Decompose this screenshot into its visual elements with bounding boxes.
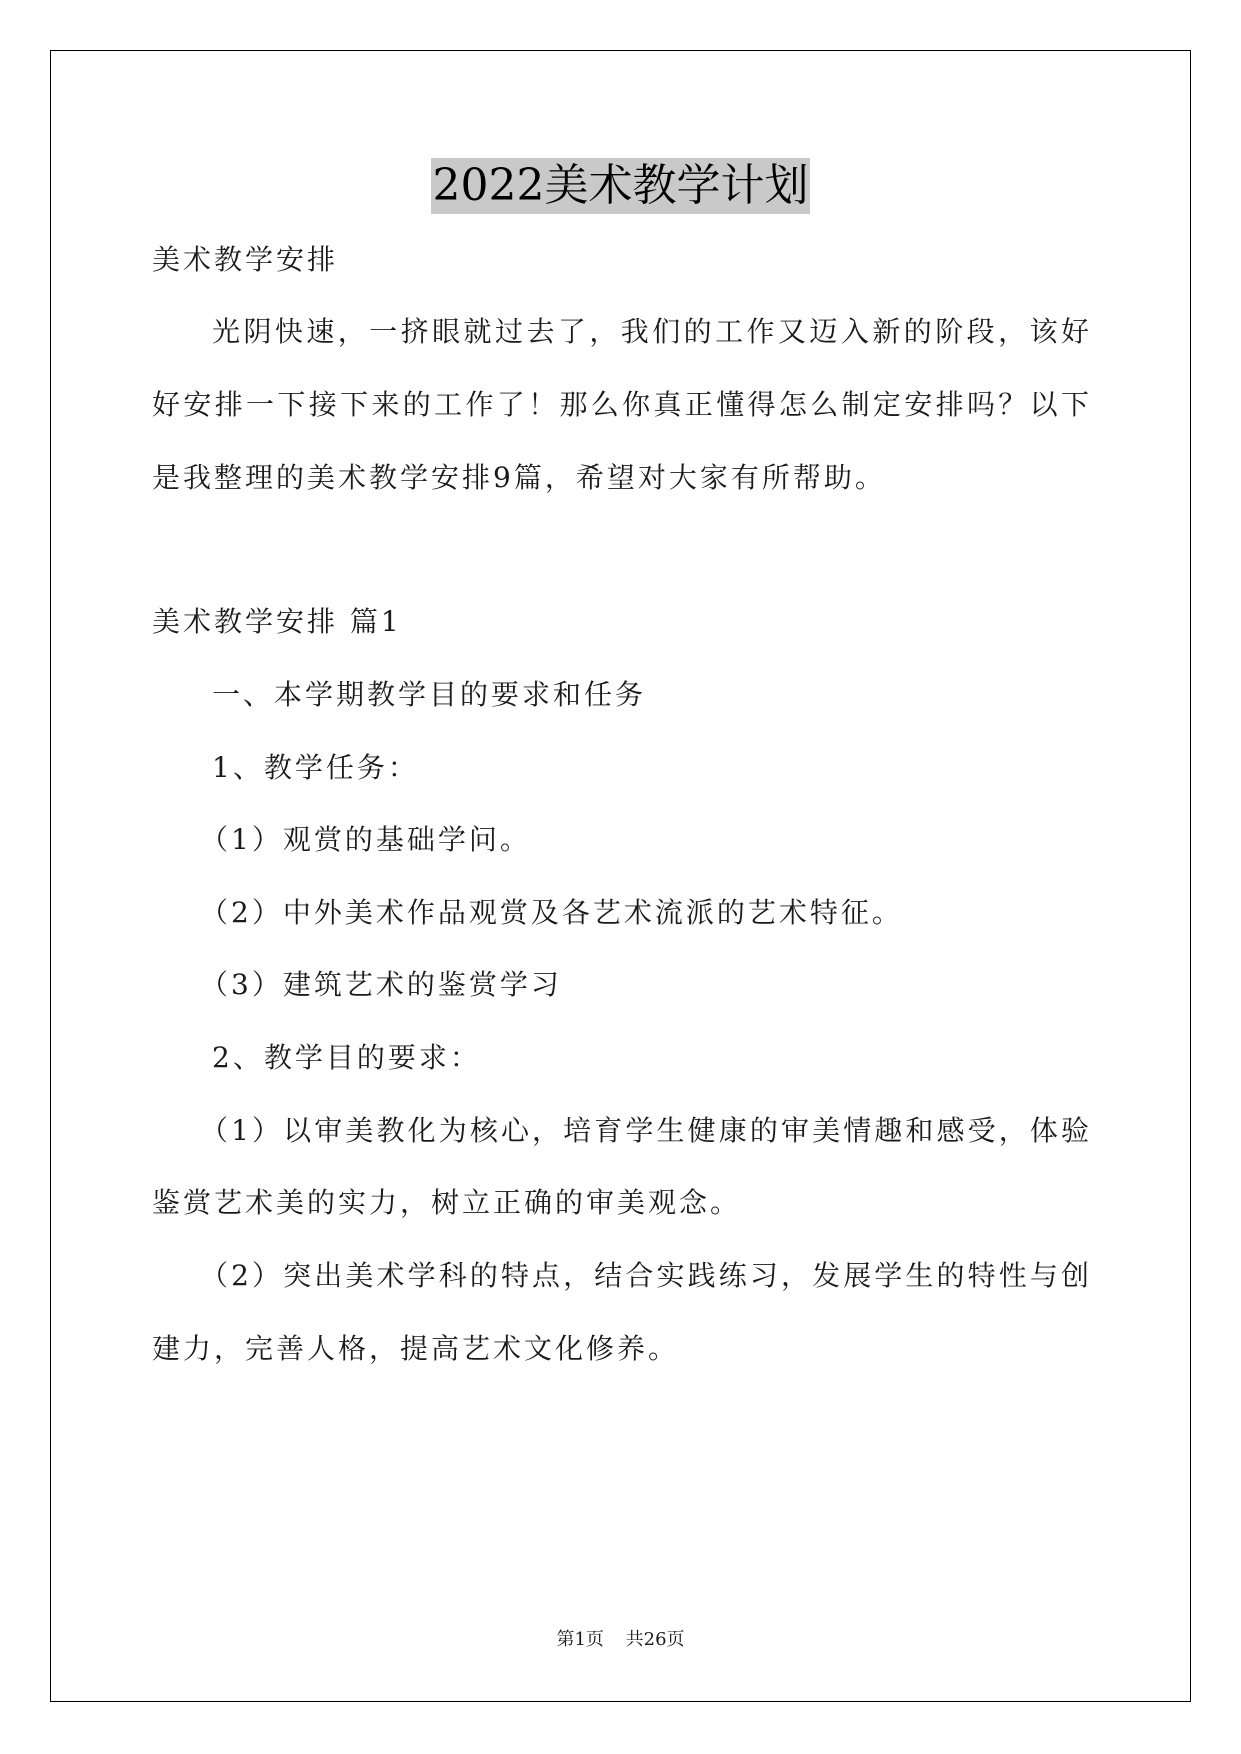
list-item: 2、教学目的要求： <box>212 1041 481 1074</box>
page-number: 第1页 <box>556 1629 604 1650</box>
title-container <box>0 158 1241 214</box>
paragraph-line: 鉴赏艺术美的实力，树立正确的审美观念。 <box>152 1186 742 1219</box>
paragraph-line: 好安排一下接下来的工作了！那么你真正懂得怎么制定安排吗？以下 <box>152 388 1092 421</box>
list-item: （3）建筑艺术的鉴赏学习 <box>200 968 562 1001</box>
paragraph-line: （1）以审美教化为核心，培育学生健康的审美情趣和感受，体验 <box>200 1114 1092 1147</box>
section-heading: 美术教学安排 篇1 <box>152 605 402 638</box>
paragraph-line: （2）突出美术学科的特点，结合实践练习，发展学生的特性与创 <box>200 1259 1092 1292</box>
list-item: （1）观赏的基础学问。 <box>200 823 531 856</box>
paragraph-line: 光阴快速，一挤眼就过去了，我们的工作又迈入新的阶段，该好 <box>212 315 1092 348</box>
document-title: 2022美术教学计划 <box>431 158 811 214</box>
paragraph-line: 是我整理的美术教学安排9篇，希望对大家有所帮助。 <box>152 461 886 494</box>
subheading: 一、本学期教学目的要求和任务 <box>212 678 647 711</box>
list-item: （2）中外美术作品观赏及各艺术流派的艺术特征。 <box>200 896 903 929</box>
paragraph-line: 建力，完善人格，提高艺术文化修养。 <box>152 1332 680 1365</box>
page-total: 共26页 <box>625 1629 685 1650</box>
section-heading: 美术教学安排 <box>152 243 339 276</box>
page-footer <box>0 1628 1241 1652</box>
page-border <box>50 50 1191 1702</box>
list-item: 1、教学任务： <box>212 751 419 784</box>
